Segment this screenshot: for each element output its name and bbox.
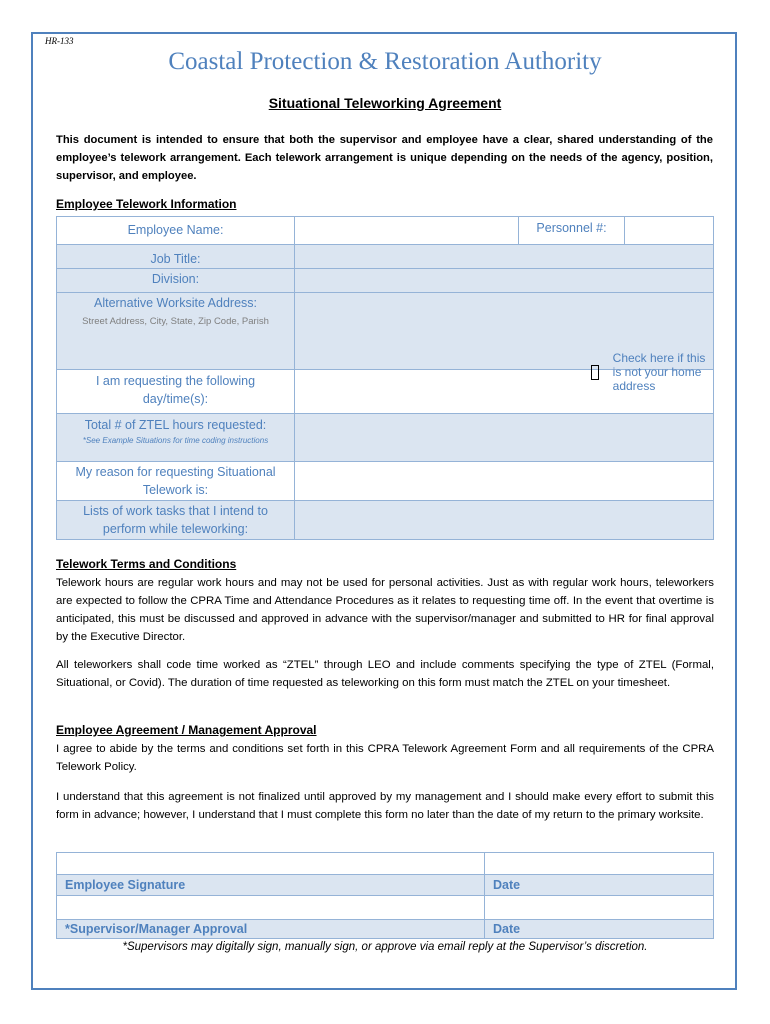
terms-heading: Telework Terms and Conditions <box>56 557 237 571</box>
reason-field[interactable] <box>295 462 714 501</box>
not-home-address-checkbox-row[interactable] <box>591 351 713 393</box>
agreement-heading: Employee Agreement / Management Approval <box>56 723 317 737</box>
division-field[interactable] <box>295 269 714 293</box>
job-title-field[interactable] <box>295 245 714 269</box>
agreement-paragraph-1: I agree to abide by the terms and conditions set forth in this CPRA Telework Agreement Form and all requirements of the CPRA Telework Policy. <box>56 743 714 773</box>
signature-footnote: *Supervisors may digitally sign, manually sign, or approve via email reply at the Supervisor’s discretion. <box>122 941 648 953</box>
document-title: Situational Teleworking Agreement <box>268 95 502 111</box>
supervisor-date-field[interactable] <box>485 896 714 920</box>
organization-title: Coastal Protection & Restoration Authority <box>168 48 602 75</box>
personnel-label: Personnel #: <box>519 217 625 245</box>
supervisor-date-label: Date <box>485 920 714 939</box>
reason-label: My reason for requesting Situational Telework is: <box>57 462 295 501</box>
intro-text: This document is intended to ensure that both the supervisor and employee have a clear, shared understanding of the employee’s telework arrangement. Each telework arrangement is unique depending on the needs of the agency, position, supervisor, and employee. <box>56 134 713 182</box>
employee-date-label: Date <box>485 875 714 896</box>
ztel-hours-label-text: Total # of ZTEL hours requested: <box>84 418 267 432</box>
employee-name-label: Employee Name: <box>57 217 295 245</box>
form-code: HR-133 <box>45 36 74 46</box>
not-home-address-label: Check here if this is not your home address <box>612 351 706 393</box>
employee-name-field[interactable] <box>295 217 519 245</box>
alt-address-label <box>57 293 295 370</box>
employee-signature-field[interactable] <box>57 853 485 875</box>
tasks-field[interactable] <box>295 501 714 540</box>
alt-address-field[interactable] <box>295 293 714 393</box>
requesting-label: I am requesting the following day/time(s): <box>57 370 295 414</box>
ztel-hours-label <box>57 414 295 462</box>
info-section-heading: Employee Telework Information <box>56 197 237 211</box>
employee-signature-label: Employee Signature <box>57 875 485 896</box>
supervisor-approval-label: *Supervisor/Manager Approval <box>57 920 485 939</box>
employee-date-field[interactable] <box>485 853 714 875</box>
employee-info-table <box>56 216 714 540</box>
alt-address-sublabel: Street Address, City, State, Zip Code, Parish <box>82 316 269 327</box>
division-label: Division: <box>57 269 295 293</box>
ztel-hours-sublabel: *See Example Situations for time coding instructions <box>82 436 269 445</box>
terms-paragraph-1: Telework hours are regular work hours and may not be used for personal activities. Just as with regular work hours, teleworkers are expected to follow the CPRA Time and Attendance Procedures as it relates to requesting time off. In the event that overtime is anticipated, this must be discussed and approved in advance with the supervisor/manager and submitted to HR for final approval by the Executive Director. <box>56 577 714 643</box>
personnel-field[interactable] <box>625 217 714 245</box>
agreement-paragraph-2: I understand that this agreement is not finalized until approved by my management and I should make every effort to submit this form in advance; however, I understand that I must complete this form no later than the date of my return to the primary worksite. <box>56 791 714 821</box>
ztel-hours-field[interactable] <box>295 414 714 462</box>
terms-paragraph-2: All teleworkers shall code time worked as “ZTEL” through LEO and include comments specifying the type of ZTEL (Formal, Situational, or Covid). The duration of time requested as teleworking on this form must match the ZTEL on your timesheet. <box>56 659 714 689</box>
not-home-address-checkbox[interactable] <box>591 365 599 380</box>
job-title-label: Job Title: <box>57 245 295 269</box>
tasks-label: Lists of work tasks that I intend to perform while teleworking: <box>57 501 295 540</box>
signature-table <box>56 852 714 939</box>
supervisor-signature-field[interactable] <box>57 896 485 920</box>
alt-address-label-text: Alternative Worksite Address: <box>93 296 258 310</box>
